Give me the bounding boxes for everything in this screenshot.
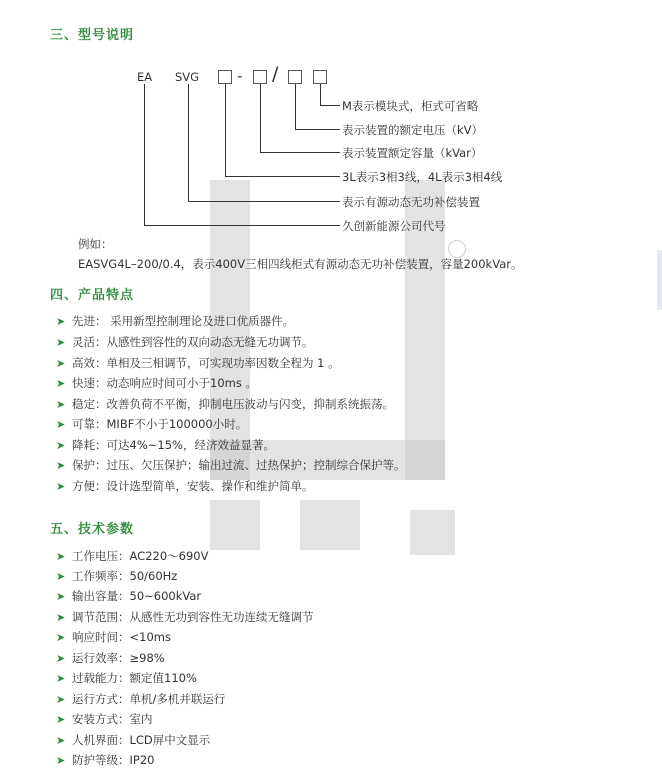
spec-item: ➤ 响应时间：<10ms — [56, 630, 171, 644]
spec-item: ➤ 运行效率：≥98% — [56, 651, 165, 665]
scrollbar-edge[interactable] — [657, 250, 662, 310]
spec-item: ➤ 运行方式：单机/多机并联运行 — [56, 692, 226, 706]
connector-module-h — [320, 105, 340, 106]
connector-svg-v — [188, 84, 189, 201]
bullet-arrow-icon: ➤ — [56, 357, 66, 370]
section4-heading: 四、产品特点 — [50, 288, 135, 303]
legend-voltage: 表示装置的额定电压（kV） — [342, 123, 484, 137]
legend-capacity: 表示装置额定容量（kVar） — [342, 146, 483, 160]
spec-item: ➤ 防护等级：IP20 — [56, 753, 155, 767]
bullet-arrow-icon: ➤ — [56, 418, 66, 431]
bullet-arrow-icon: ➤ — [56, 439, 66, 452]
bullet-arrow-icon: ➤ — [56, 315, 66, 328]
feature-item: ➤ 高效：单相及三相调节，可实现功率因数全程为 1 。 — [56, 356, 340, 370]
watermark-logo-letter-a — [300, 500, 360, 550]
legend-module: M表示模块式，柜式可省略 — [342, 99, 479, 113]
bullet-arrow-icon: ➤ — [56, 672, 66, 685]
bullet-arrow-icon: ➤ — [56, 734, 66, 747]
bullet-arrow-icon: ➤ — [56, 652, 66, 665]
code-part-svg: SVG — [175, 70, 200, 84]
spec-item: ➤ 工作频率：50/60Hz — [56, 569, 178, 583]
connector-voltage-h — [295, 129, 340, 130]
bullet-arrow-icon: ➤ — [56, 570, 66, 583]
feature-item: ➤ 保护：过压、欠压保护；输出过流、过热保护；控制综合保护等。 — [56, 458, 406, 472]
watermark-logo-letter-e — [210, 500, 260, 550]
section3-heading: 三、型号说明 — [50, 28, 135, 43]
bullet-arrow-icon: ➤ — [56, 611, 66, 624]
legend-svg: 表示有源动态无功补偿装置 — [342, 195, 480, 209]
example-text: EASVG4L–200/0.4，表示400V三相四线柜式有源动态无功补偿装置，容量200kVar。 — [78, 257, 523, 271]
spec-item: ➤ 安装方式：室内 — [56, 712, 153, 726]
watermark-logo-letter-t — [410, 510, 455, 555]
connector-lines-h — [225, 176, 340, 177]
feature-item: ➤ 方便：设计选型简单，安装、操作和维护简单。 — [56, 479, 314, 493]
spec-item: ➤ 调节范围：从感性无功到容性无功连续无缝调节 — [56, 610, 314, 624]
feature-item: ➤ 可靠：MIBF不小于100000小时。 — [56, 417, 248, 431]
code-dash: - — [237, 67, 243, 85]
section5-heading: 五、技术参数 — [50, 522, 135, 537]
connector-lines-v — [225, 84, 226, 176]
connector-ea-v — [144, 84, 145, 225]
bullet-arrow-icon: ➤ — [56, 480, 66, 493]
spec-item: ➤ 过载能力：额定值110% — [56, 671, 197, 685]
spec-item: ➤ 人机界面：LCD屏中文显示 — [56, 733, 211, 747]
bullet-arrow-icon: ➤ — [56, 693, 66, 706]
legend-lines: 3L表示3相3线，4L表示3相4线 — [342, 170, 503, 184]
spec-item: ➤ 输出容量：50~600kVar — [56, 589, 202, 603]
code-box-lines — [218, 70, 232, 84]
feature-item: ➤ 降耗：可达4%~15%，经济效益显著。 — [56, 438, 275, 452]
legend-company: 久创新能源公司代号 — [342, 219, 446, 233]
feature-item: ➤ 先进： 采用新型控制理论及进口优质器件。 — [56, 314, 295, 328]
bullet-arrow-icon: ➤ — [56, 459, 66, 472]
code-box-capacity — [253, 70, 267, 84]
connector-svg-h — [188, 201, 340, 202]
bullet-arrow-icon: ➤ — [56, 631, 66, 644]
spec-item: ➤ 工作电压：AC220～690V — [56, 549, 209, 563]
bullet-arrow-icon: ➤ — [56, 377, 66, 390]
bullet-arrow-icon: ➤ — [56, 336, 66, 349]
code-part-ea: EA — [137, 70, 153, 84]
feature-item: ➤ 快速：动态响应时间可小于10ms 。 — [56, 376, 257, 390]
connector-capacity-h — [260, 152, 340, 153]
bullet-arrow-icon: ➤ — [56, 590, 66, 603]
example-label: 例如： — [78, 237, 113, 251]
connector-capacity-v — [260, 84, 261, 152]
connector-module-v — [320, 84, 321, 105]
code-box-module — [313, 70, 327, 84]
feature-item: ➤ 灵活：从感性到容性的双向动态无缝无功调节。 — [56, 335, 314, 349]
connector-ea-h — [144, 225, 340, 226]
code-slash: / — [272, 63, 279, 85]
connector-voltage-v — [295, 84, 296, 129]
bullet-arrow-icon: ➤ — [56, 713, 66, 726]
bullet-arrow-icon: ➤ — [56, 754, 66, 767]
bullet-arrow-icon: ➤ — [56, 550, 66, 563]
feature-item: ➤ 稳定：改善负荷不平衡，抑制电压波动与闪变，抑制系统振荡。 — [56, 397, 394, 411]
bullet-arrow-icon: ➤ — [56, 398, 66, 411]
code-box-voltage — [288, 70, 302, 84]
